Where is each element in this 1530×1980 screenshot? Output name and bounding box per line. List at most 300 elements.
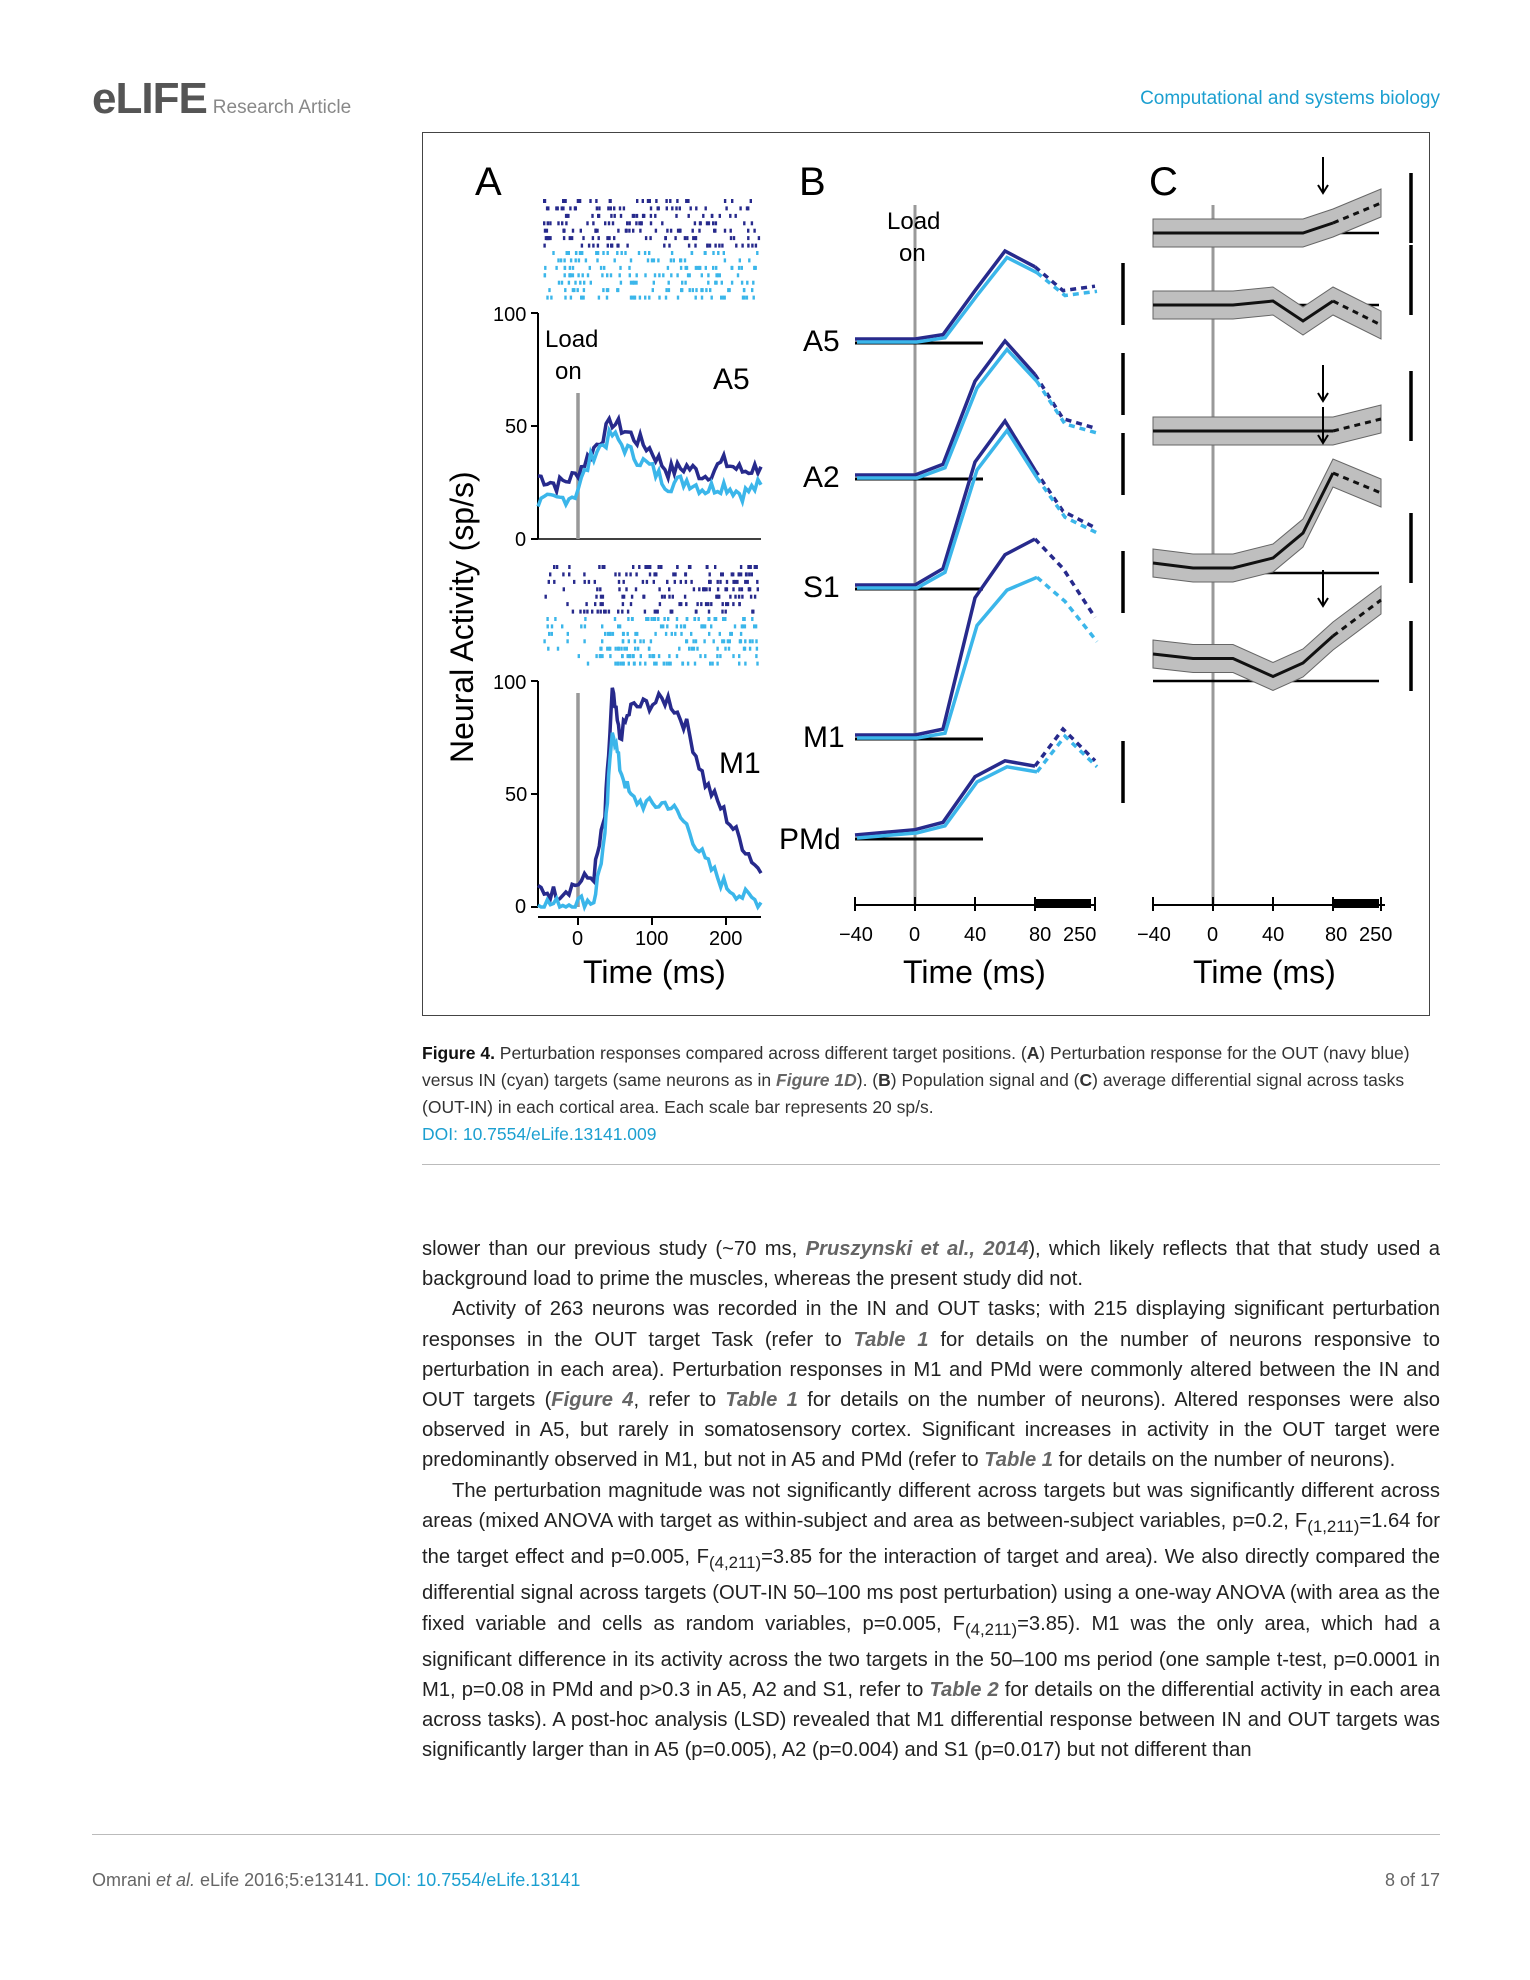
spike-mark [747,244,749,248]
spike-mark [628,639,630,643]
spike-mark [660,624,662,628]
spike-mark [750,199,752,203]
spike-mark [664,236,666,240]
article-type: Research Article [212,97,352,118]
spike-mark [544,199,546,203]
spike-mark [568,572,570,576]
spike-mark [555,206,557,210]
spike-mark [717,251,719,255]
spike-mark [677,229,679,233]
spike-mark [668,244,670,248]
spike-mark [738,602,740,606]
spike-mark [680,632,682,636]
spike-mark [619,273,621,277]
spike-mark [614,214,616,218]
spike-mark [665,288,667,292]
spike-mark [636,214,638,218]
panel-b-x-axis [855,897,1095,911]
spike-mark [669,662,671,666]
panel-b-xtick-250: 250 [1063,924,1097,946]
spike-mark [654,214,656,218]
raster-m1 [543,565,759,666]
spike-mark [581,244,583,248]
spike-mark [755,639,757,643]
spike-mark [632,229,634,233]
spike-mark [729,214,731,218]
spike-mark [704,654,706,658]
spike-mark [572,266,574,270]
spike-mark [562,572,564,576]
section-link[interactable]: Computational and systems biology [1140,88,1440,109]
spike-mark [595,654,597,658]
spike-mark [620,281,622,285]
spike-mark [637,647,639,651]
spike-mark [654,572,656,576]
a5-load-label-1: Load [545,326,599,353]
spike-mark [583,639,585,643]
spike-mark [627,654,629,658]
spike-mark [574,281,576,285]
spike-mark [722,602,724,606]
spike-mark [735,214,737,218]
table-link[interactable]: Table 1 [984,1449,1054,1472]
spike-mark [578,258,580,262]
spike-mark [607,288,609,292]
spike-mark [543,221,545,225]
row-label-a2: A2 [803,461,840,494]
spike-mark [727,288,729,292]
spike-mark [563,236,565,240]
spike-mark [616,251,618,255]
spike-mark [545,595,547,599]
spike-mark [622,639,624,643]
spike-mark [657,206,659,210]
spike-mark [708,632,710,636]
spike-mark [689,565,691,569]
spike-mark [607,632,609,636]
spike-mark [572,288,574,292]
spike-mark [568,273,570,277]
spike-mark [749,587,751,591]
spike-mark [596,258,598,262]
spike-mark [701,288,703,292]
spike-mark [567,632,569,636]
spike-mark [658,565,660,569]
spike-mark [705,266,707,270]
panel-c-xtick-0: 0 [1207,924,1219,946]
spike-mark [619,662,621,666]
spike-mark [622,632,624,636]
spike-mark [626,244,628,248]
spike-mark [602,251,604,255]
spike-mark [598,236,600,240]
spike-mark [673,258,675,262]
spike-mark [748,258,750,262]
spike-mark [586,221,588,225]
spike-mark [577,273,579,277]
spike-mark [746,296,748,300]
spike-mark [658,587,660,591]
spike-mark [655,229,657,233]
spike-mark [741,595,743,599]
spike-mark [705,288,707,292]
spike-mark [571,236,573,240]
caption-text: ) Perturbation response for the OUT (navy blue) versus IN (cyan) targets (same neurons as in [422,1043,1410,1090]
spike-mark [583,572,585,576]
spike-mark [602,565,604,569]
spike-mark [693,647,695,651]
spike-mark [701,296,703,300]
spike-mark [703,639,705,643]
spike-mark [709,587,711,591]
spike-mark [755,266,757,270]
spike-mark [654,610,656,614]
spike-mark [735,244,737,248]
panel-c-traces [1153,157,1411,691]
table-link[interactable]: Table 1 [725,1389,798,1412]
spike-mark [732,602,734,606]
spike-mark [741,266,743,270]
spike-mark [732,654,734,658]
spike-mark [660,565,662,569]
spike-mark [751,617,753,621]
spike-mark [756,251,758,255]
confidence-band-a2 [1153,287,1381,339]
spike-mark [584,617,586,621]
spike-mark [594,602,596,606]
spike-mark [562,199,564,203]
spike-mark [587,273,589,277]
spike-mark [752,281,754,285]
spike-mark [548,580,550,584]
spike-mark [620,214,622,218]
spike-mark [614,258,616,262]
journal-logo: eLIFE Research Article [92,74,352,123]
spike-mark [671,206,673,210]
spike-mark [598,206,600,210]
spike-mark [546,229,548,233]
spike-mark [665,662,667,666]
spike-mark [624,251,626,255]
spike-mark [623,206,625,210]
spike-mark [717,595,719,599]
spike-mark [591,610,593,614]
spike-mark [712,266,714,270]
spike-mark [638,251,640,255]
spike-mark [607,251,609,255]
spike-mark [564,266,566,270]
spike-mark [597,244,599,248]
spike-mark [699,266,701,270]
spike-mark [709,662,711,666]
spike-mark [654,273,656,277]
row-label-s1: S1 [803,571,840,604]
spike-mark [598,565,600,569]
spike-mark [755,244,757,248]
spike-mark [756,662,758,666]
spike-mark [665,199,667,203]
spike-mark [649,572,651,576]
spike-mark [607,244,609,248]
spike-mark [617,610,619,614]
spike-mark [744,662,746,666]
spike-mark [633,662,635,666]
confidence-band-s1 [1153,405,1381,445]
panel-c-xtick-250: 250 [1359,924,1393,946]
spike-mark [558,281,560,285]
spike-mark [657,617,659,621]
spike-mark [655,199,657,203]
spike-mark [588,580,590,584]
table-link[interactable]: Table 2 [929,1678,999,1701]
spike-mark [572,229,574,233]
spike-mark [599,587,601,591]
spike-mark [642,199,644,203]
spike-mark [622,662,624,666]
panel-b-xtick-m40: −40 [839,924,873,946]
spike-mark [734,624,736,628]
spike-mark [707,244,709,248]
spike-mark [721,610,723,614]
population-out-dashed-a2 [1035,375,1095,429]
spike-mark [701,624,703,628]
spike-mark [632,565,634,569]
spike-mark [687,662,689,666]
population-out-s1 [855,421,1035,585]
spike-mark [591,214,593,218]
spike-mark [626,647,628,651]
spike-mark [601,273,603,277]
spike-mark [606,273,608,277]
spike-mark [663,244,665,248]
caption-text: ). ( [856,1070,879,1090]
footer-divider [92,1834,1440,1835]
spike-mark [642,580,644,584]
spike-mark [565,221,567,225]
spike-mark [628,662,630,666]
spike-mark [707,602,709,606]
spike-mark [671,251,673,255]
spike-mark [650,214,652,218]
spike-mark [564,288,566,292]
caption-text: ) Population signal and ( [890,1070,1080,1090]
spike-mark [734,580,736,584]
spike-mark [657,258,659,262]
spike-mark [679,229,681,233]
spike-mark [561,281,563,285]
spike-mark [716,654,718,658]
spike-mark [724,199,726,203]
a5-load-label-2: on [555,358,582,385]
spike-mark [585,258,587,262]
spike-mark [676,624,678,628]
spike-mark [695,610,697,614]
spike-mark [544,266,546,270]
spike-mark [629,654,631,658]
spike-mark [563,587,565,591]
spike-mark [642,214,644,218]
spike-mark [711,214,713,218]
panel-label-c: C [1149,160,1178,204]
spike-mark [658,273,660,277]
spike-mark [708,221,710,225]
spike-mark [612,221,614,225]
caption-figure-link[interactable]: Figure 1D [776,1070,857,1090]
spike-mark [614,662,616,666]
spike-mark [601,654,603,658]
panel-b-xtick-80: 80 [1029,924,1052,946]
spike-mark [729,632,731,636]
spike-mark [676,654,678,658]
spike-mark [716,662,718,666]
panel-b-xtick-40: 40 [964,924,987,946]
spike-mark [618,647,620,651]
spike-mark [560,258,562,262]
spike-mark [646,580,648,584]
spike-mark [592,221,594,225]
caption-divider [422,1164,1440,1165]
spike-mark [676,273,678,277]
spike-mark [738,587,740,591]
caption-text: ) average differential signal across tasks (OUT-IN) in each cortical area. Each scale bar represents 20 sp/s. [422,1070,1405,1117]
spike-mark [564,199,566,203]
spike-mark [570,258,572,262]
spike-mark [596,206,598,210]
figure-link[interactable]: Figure 4 [551,1389,634,1412]
figure-4 [422,132,1430,1016]
spike-mark [638,565,640,569]
spike-mark [578,654,580,658]
spike-mark [613,206,615,210]
spike-mark [739,258,741,262]
spike-mark [600,647,602,651]
spike-mark [566,602,568,606]
spike-mark [747,236,749,240]
spike-mark [712,221,714,225]
panel-b-x-label: Time (ms) [903,954,1046,990]
panel-c-x-label: Time (ms) [1193,954,1336,990]
spike-mark [649,236,651,240]
spike-mark [681,281,683,285]
spike-mark [607,206,609,210]
spike-mark [577,199,579,203]
spike-mark [658,296,660,300]
spike-mark [627,632,629,636]
spike-mark [580,624,582,628]
spike-mark [639,639,641,643]
spike-mark [651,654,653,658]
spike-mark [618,572,620,576]
spike-mark [639,229,641,233]
spike-mark [717,587,719,591]
spike-mark [592,244,594,248]
spike-mark [731,281,733,285]
spike-mark [695,639,697,643]
spike-mark [704,624,706,628]
spike-mark [714,281,716,285]
spike-mark [650,639,652,643]
spike-mark [747,229,749,233]
caption-panel-a: A [1026,1043,1040,1063]
caption-doi-link[interactable]: DOI: 10.7554/eLife.13141.009 [422,1124,657,1144]
spike-mark [609,632,611,636]
spike-mark [665,296,667,300]
footer-doi-link[interactable]: DOI: 10.7554/eLife.13141 [374,1870,581,1890]
spike-mark [600,266,602,270]
spike-mark [621,654,623,658]
spike-mark [709,572,711,576]
spike-mark [685,580,687,584]
spike-mark [572,610,574,614]
spike-mark [610,273,612,277]
spike-mark [676,565,678,569]
spike-mark [611,244,613,248]
a5-tick-0: 0 [515,529,527,551]
spike-mark [741,587,743,591]
spike-mark [634,296,636,300]
spike-mark [699,654,701,658]
spike-mark [746,206,748,210]
series-out-line [538,688,761,900]
citation-link[interactable]: Pruszynski et al., 2014 [805,1238,1029,1260]
spike-mark [617,624,619,628]
spike-mark [563,258,565,262]
footer-citation: Omrani et al. eLife 2016;5:e13141. DOI: 10.7554/eLife.13141 [92,1870,581,1890]
spike-mark [662,273,664,277]
spike-mark [662,624,664,628]
spike-mark [720,296,722,300]
spike-mark [670,229,672,233]
spike-mark [645,236,647,240]
spike-mark [654,632,656,636]
spike-mark [741,281,743,285]
spike-mark [648,251,650,255]
spike-mark [608,610,610,614]
spike-mark [659,602,661,606]
spike-mark [674,572,676,576]
spike-mark [751,639,753,643]
table-link[interactable]: Table 1 [853,1328,929,1351]
spike-mark [621,610,623,614]
spike-mark [685,199,687,203]
spike-mark [575,206,577,210]
panel-label-b: B [799,160,826,204]
spike-mark [623,595,625,599]
spike-mark [549,572,551,576]
spike-mark [598,214,600,218]
row-label-pmd: PMd [779,823,841,856]
spike-mark [684,624,686,628]
m1-tick-0: 0 [515,896,527,918]
spike-mark [706,565,708,569]
spike-mark [557,258,559,262]
spike-mark [650,221,652,225]
spike-mark [668,595,670,599]
spike-mark [584,624,586,628]
caption-panel-c: C [1079,1070,1093,1090]
spike-mark [653,281,655,285]
spike-mark [610,214,612,218]
spike-mark [581,251,583,255]
spike-mark [589,266,591,270]
spike-mark [563,229,565,233]
spike-mark [725,602,727,606]
spike-mark [698,587,700,591]
spike-mark [744,647,746,651]
spike-mark [680,624,682,628]
spike-mark [597,610,599,614]
spike-mark [566,251,568,255]
